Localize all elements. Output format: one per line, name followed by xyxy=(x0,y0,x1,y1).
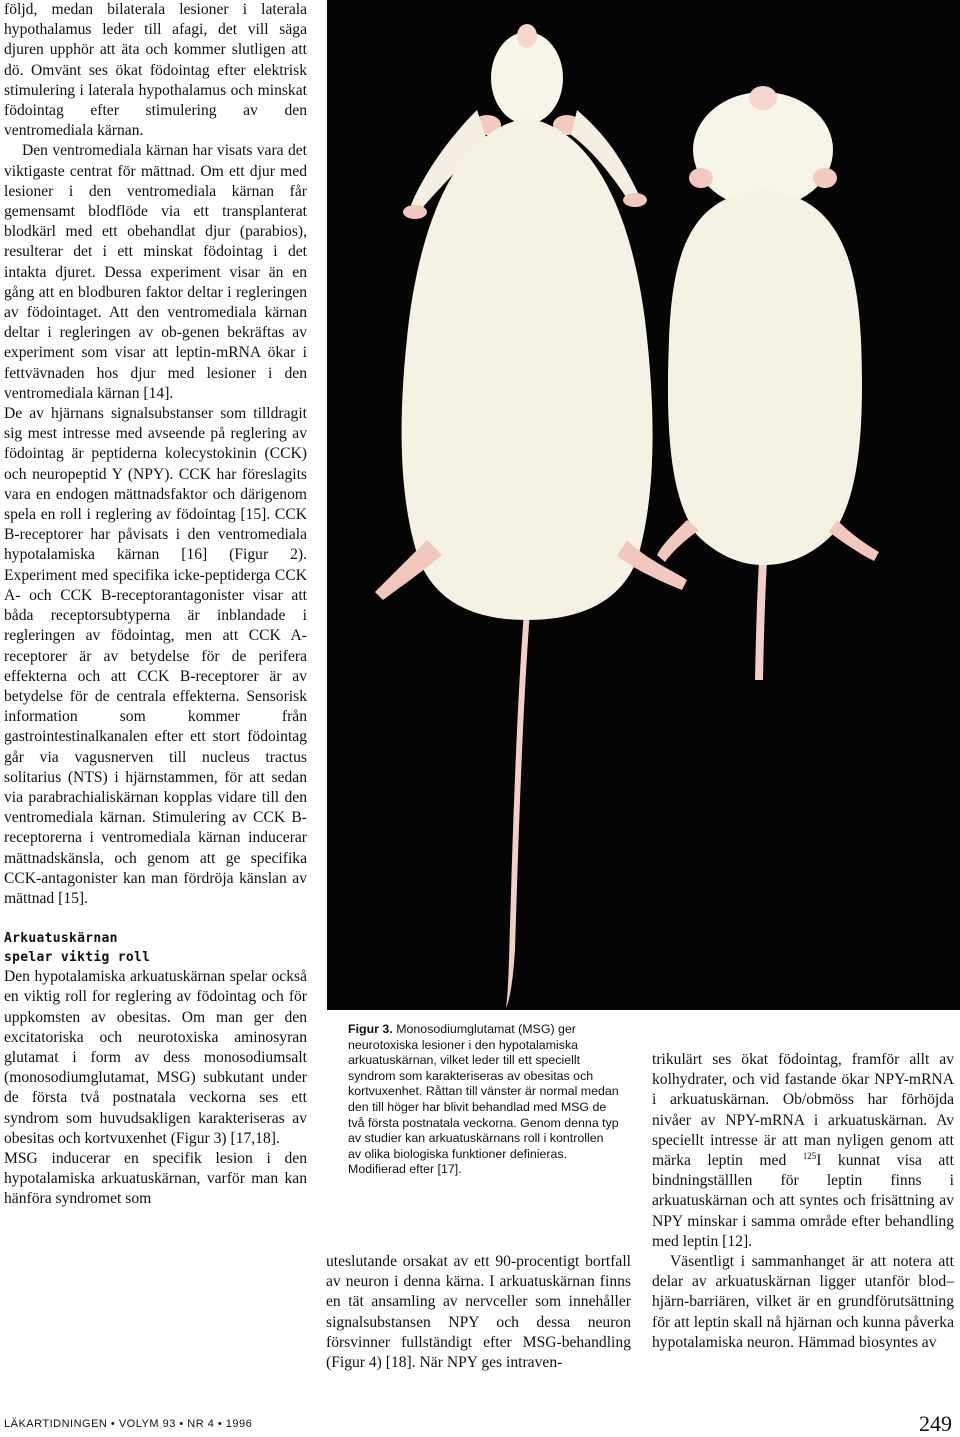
figure-caption-text: Monosodiumglutamat (MSG) ger neurotoxiska lesioner i den hypotalamiska arkuatuskärnan, vilket leder till ett speciellt syndrom som karakteriseras av obesitas och kortvuxenhet. Råttan till vänster är normal medan den till höger har blivit behandlad med MSG de två första postnatala veckorna. Genom denna typ av studier kan arkuatuskärnans roll i kontrollen av olika biologiska funktioner definieras. Modifierad efter [17]. xyxy=(348,1022,619,1177)
superscript: 125 xyxy=(802,1150,817,1161)
right-text-column xyxy=(652,1050,954,1353)
figure-caption xyxy=(348,1022,620,1178)
section-heading-line: spelar viktig roll xyxy=(4,950,151,966)
paragraph: följd, medan bilaterala lesioner i laterala hypothalamus leder till afagi, det vill säga djuren upphör att äta och kommer slutligen att dö. Omvänt ses ökat födointag efter elektrisk stimulering i laterala hypothalamus och minskat födointag efter stimulering av den ventromediala kärnan. xyxy=(4,1,307,140)
paragraph: De av hjärnans signalsubstanser som tilldragit sig mest intresse med avseende på reglering av födointag är peptiderna kolecystokinin (CCK) och neuropeptid Y (NPY). CCK har föreslagits vara en endogen mättnadsfaktor och därigenom spela en roll i reglering av födointag [15]. CCK B-receptorer har påvisats i den ventromediala hypotalamiska kärnan [16] (Figur 2). Experiment med specifika icke-peptiderga CCK A- och CCK B-receptorantagonister visar att båda receptorsubtyperna är inblandade i regleringen av födointag, men att CCK A-receptorer är av betydelse för de perifera effekterna och att CCK B-receptorer är av betydelse för de centrala effekterna. Sensorisk information som kommer från gastrointestinalkanalen efter ett stort födointag går via vagusnerven till nucleus tractus solitarius (NTS) i hjärnstammen, för att sedan via parabrachialiskärnan kopplas vidare till den ventromediala kärnan. Stimulering av CCK B-receptorerna i ventromediala kärnan inducerar mättnadskänsla, och genom att ge specifika CCK-antagonister kan man fördröja känslan av mättnad [15]. xyxy=(4,405,307,907)
middle-text-column xyxy=(326,1252,631,1373)
journal-footer: LÄKARTIDNINGEN • VOLYM 93 • NR 4 • 1996 xyxy=(4,1418,253,1430)
page-number: 249 xyxy=(919,1411,952,1436)
paragraph: Den hypotalamiska arkuatuskärnan spelar också en viktig roll for reglering av födointag och för uppkomsten av obesitas. Om man ger den excitatoriska och neurotoxiska aminosyran glutamat i form av dess monosodiumsalt (monosodiumglutamat, MSG) subkutant under de första två postnatala veckorna ses ett syndrom som huvudsakligen karakteriseras av obesitas och kortvuxenhet (Figur 3) [17,18]. xyxy=(4,968,307,1147)
figure-label: Figur 3. xyxy=(348,1022,393,1036)
paragraph xyxy=(652,1050,954,1252)
paragraph: Väsentligt i sammanhanget är att notera att delar av arkuatuskärnan ligger utanför blod–hjärn-barriären, vilket är en grundförutsättning för att leptin skall nå hjärnan och kunna påverka hypotalamiska neuron. Hämmad biosyntes av xyxy=(652,1253,954,1351)
section-heading xyxy=(4,929,307,967)
left-text-column xyxy=(4,0,307,1210)
paragraph: Den ventromediala kärnan har visats vara det viktigaste centrat för mättnad. Om ett djur med lesioner i den ventromediala kärnan får gemensamt blodflöde via ett transplanterat blodkärl med ett obehandlat djur (parabios), resulterar det i ett minskat födointag i det intakta djuret. Dessa experiment visar än en gång att en blodburen faktor deltar i regleringen av födointaget. Att den ventromediala kärnan deltar i regleringen av ob-genen bekräftas av experiment som visar att leptin-mRNA ökar i fettvävnaden hos djur med lesioner i den ventromediala kärnan [14]. xyxy=(4,142,307,402)
rats-photo xyxy=(327,0,960,1010)
section-heading-line: Arkuatuskärnan xyxy=(4,931,118,947)
paragraph: MSG inducerar en specifik lesion i den hypotalamiska arkuatuskärnan, varför man kan hänföra syndromet som xyxy=(4,1149,307,1208)
figure-photo xyxy=(327,0,960,1010)
paragraph-text: I kunnat visa att bindningställlen för leptin finns i arkuatuskärnan och att syntes och frisättning av NPY minskar i samma område efter behandling med leptin [12]. xyxy=(652,1152,954,1250)
paragraph: uteslutande orsakat av ett 90-procentigt bortfall av neuron i denna kärna. I arkuatuskärnan finns en tät ansamling av nervceller som innehåller signalsubstansen NPY och dessa neuron försvinner fullständigt efter MSG-behandling (Figur 4) [18]. När NPY ges intraven- xyxy=(326,1253,631,1372)
paragraph-text: trikulärt ses ökat födointag, framför allt av kolhydrater, och vid fastande ökar NPY-mRNA i arkuatuskärnan. Ob/obmöss har förhöjda nivåer av NPY-mRNA i arkuatuskärnan. Av speciellt intresse är att man nyligen genom att märka leptin med xyxy=(652,1051,954,1170)
